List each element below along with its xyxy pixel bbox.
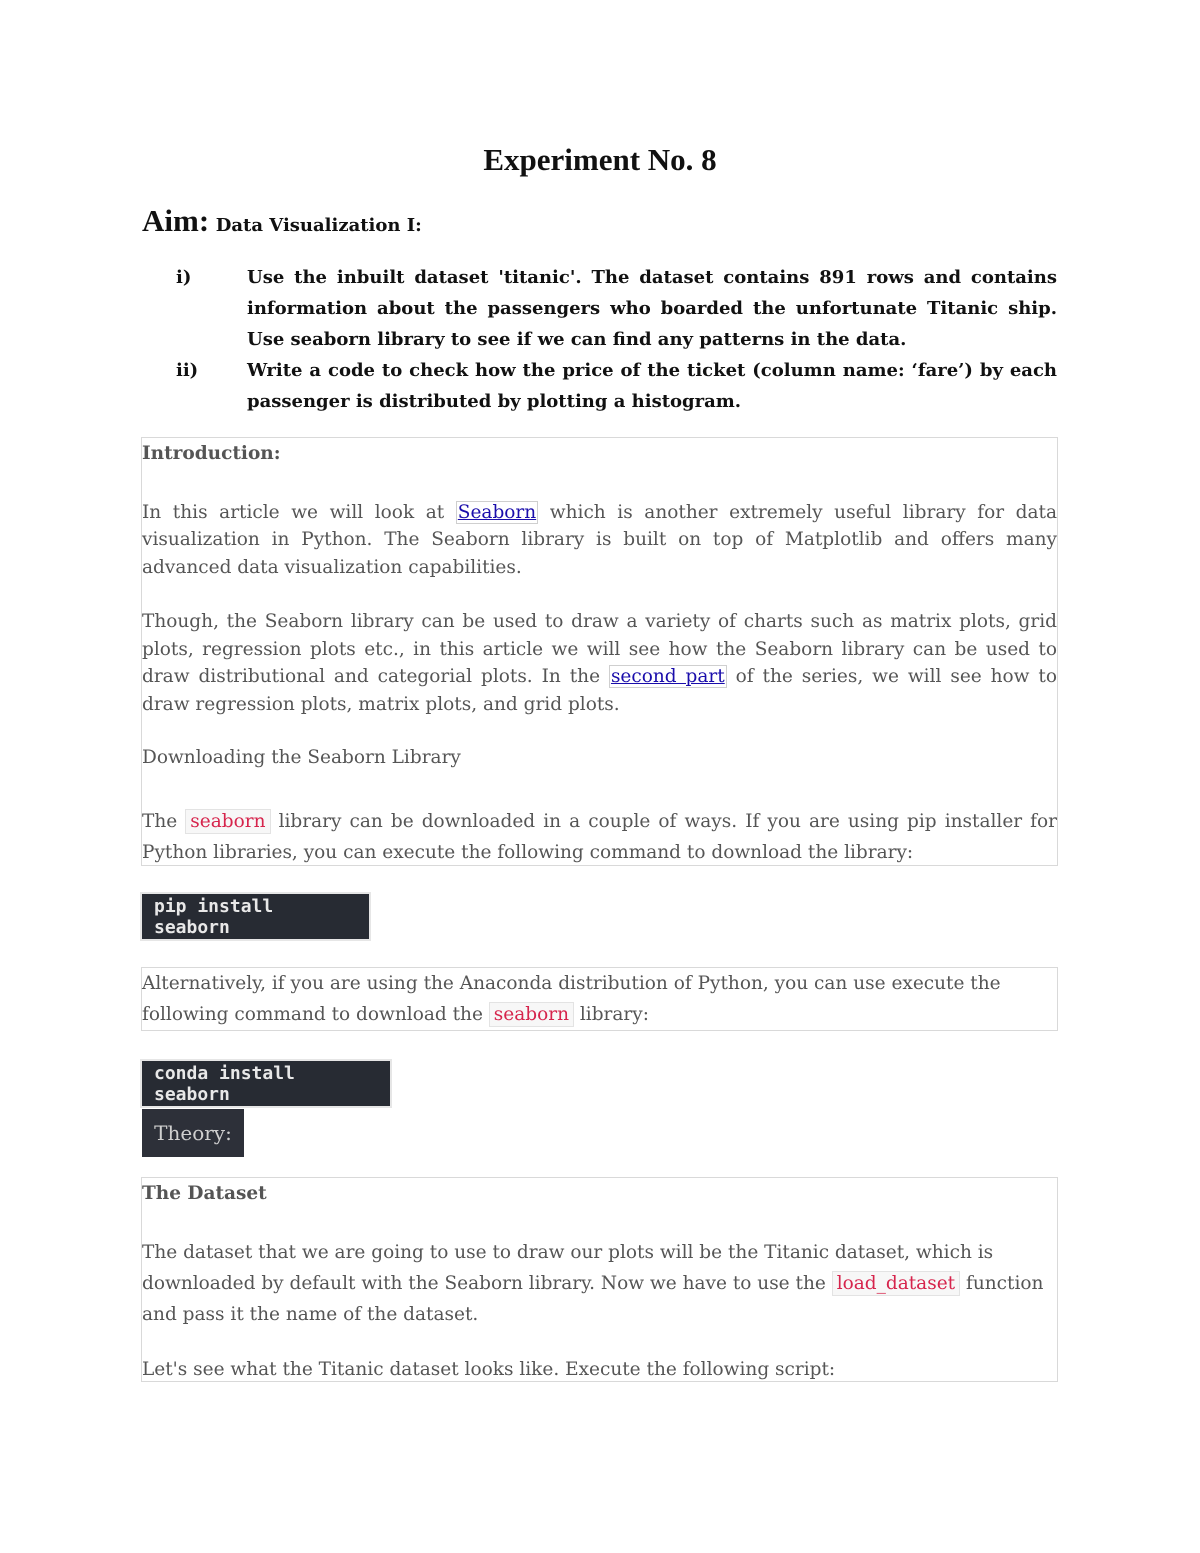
- aim-list: [176, 262, 1057, 417]
- intro-text: The: [142, 810, 186, 832]
- aim-text: Data Visualization I:: [215, 215, 422, 236]
- inline-code-load-dataset: load_dataset: [832, 1271, 960, 1296]
- second-part-link[interactable]: second part: [610, 666, 725, 687]
- code-block-conda: conda install seaborn: [142, 1061, 390, 1106]
- intro-text: In this article we will look at: [142, 501, 456, 523]
- alt-text: Alternatively, if you are using the Anaconda distribution of Python, you can use execute the following command to download the: [142, 973, 1001, 1025]
- dataset-box: [141, 1177, 1058, 1382]
- alt-paragraph: [142, 968, 1057, 1030]
- intro-text: library can be downloaded in a couple of ways. If you are using pip installer for Python libraries, you can execute the following command to download the library:: [142, 810, 1058, 863]
- dataset-text: The dataset that we are going to use to draw our plots will be the Titanic dataset, which is downloaded by default with the Seaborn library. Now we have to use the: [142, 1242, 994, 1294]
- aim-item: [176, 355, 1057, 417]
- intro-paragraph-3: Downloading the Seaborn Library: [142, 747, 461, 768]
- intro-paragraph-1: [142, 499, 1057, 582]
- introduction-box: [141, 437, 1058, 866]
- aim-item-text: Write a code to check how the price of the ticket (column name: ‘fare’) by each passenger is distributed by plotting a histogram.: [247, 360, 1057, 412]
- inline-code-seaborn: seaborn: [489, 1002, 574, 1027]
- intro-text: which is another extremely useful library for data visualization in Python. The Seaborn library is built on top of Matplotlib and offers many advanced data visualization capabilities.: [142, 501, 1057, 578]
- dataset-text: function and pass it the name of the dataset.: [142, 1273, 1044, 1325]
- intro-paragraph-2: [142, 608, 1057, 718]
- page-title: Experiment No. 8: [483, 142, 717, 177]
- aim-item-number: ii): [176, 360, 199, 381]
- aim-item: [176, 262, 1057, 355]
- seaborn-link[interactable]: Seaborn: [457, 501, 537, 523]
- dataset-paragraph-1: [142, 1237, 1057, 1330]
- dataset-heading: The Dataset: [142, 1183, 267, 1204]
- intro-text: Though, the Seaborn library can be used to draw a variety of charts such as matrix plots, grid plots, regression plots etc., in this article we will see how the Seaborn library can be used to draw distributional and categorial plots. In the: [142, 611, 1057, 687]
- inline-code-seaborn: seaborn: [185, 809, 270, 834]
- alt-text: library:: [574, 1004, 649, 1025]
- aim-label: Aim:: [142, 203, 210, 238]
- introduction-heading: Introduction:: [142, 443, 281, 464]
- alternative-box: [141, 967, 1058, 1031]
- aim-line: [142, 203, 422, 239]
- dataset-paragraph-2: Let's see what the Titanic dataset looks like. Execute the following script:: [142, 1359, 836, 1380]
- code-block-pip: pip install seaborn: [142, 894, 369, 939]
- intro-paragraph-4: [142, 806, 1057, 868]
- aim-item-text: Use the inbuilt dataset 'titanic'. The dataset contains 891 rows and contains information about the passengers who boarded the unfortunate Titanic ship. Use seaborn library to see if we can find any patterns in the data.: [247, 267, 1057, 350]
- intro-text: of the series, we will see how to draw regression plots, matrix plots, and grid plots.: [142, 666, 1057, 715]
- theory-label: Theory:: [142, 1109, 244, 1157]
- aim-item-number: i): [176, 267, 192, 288]
